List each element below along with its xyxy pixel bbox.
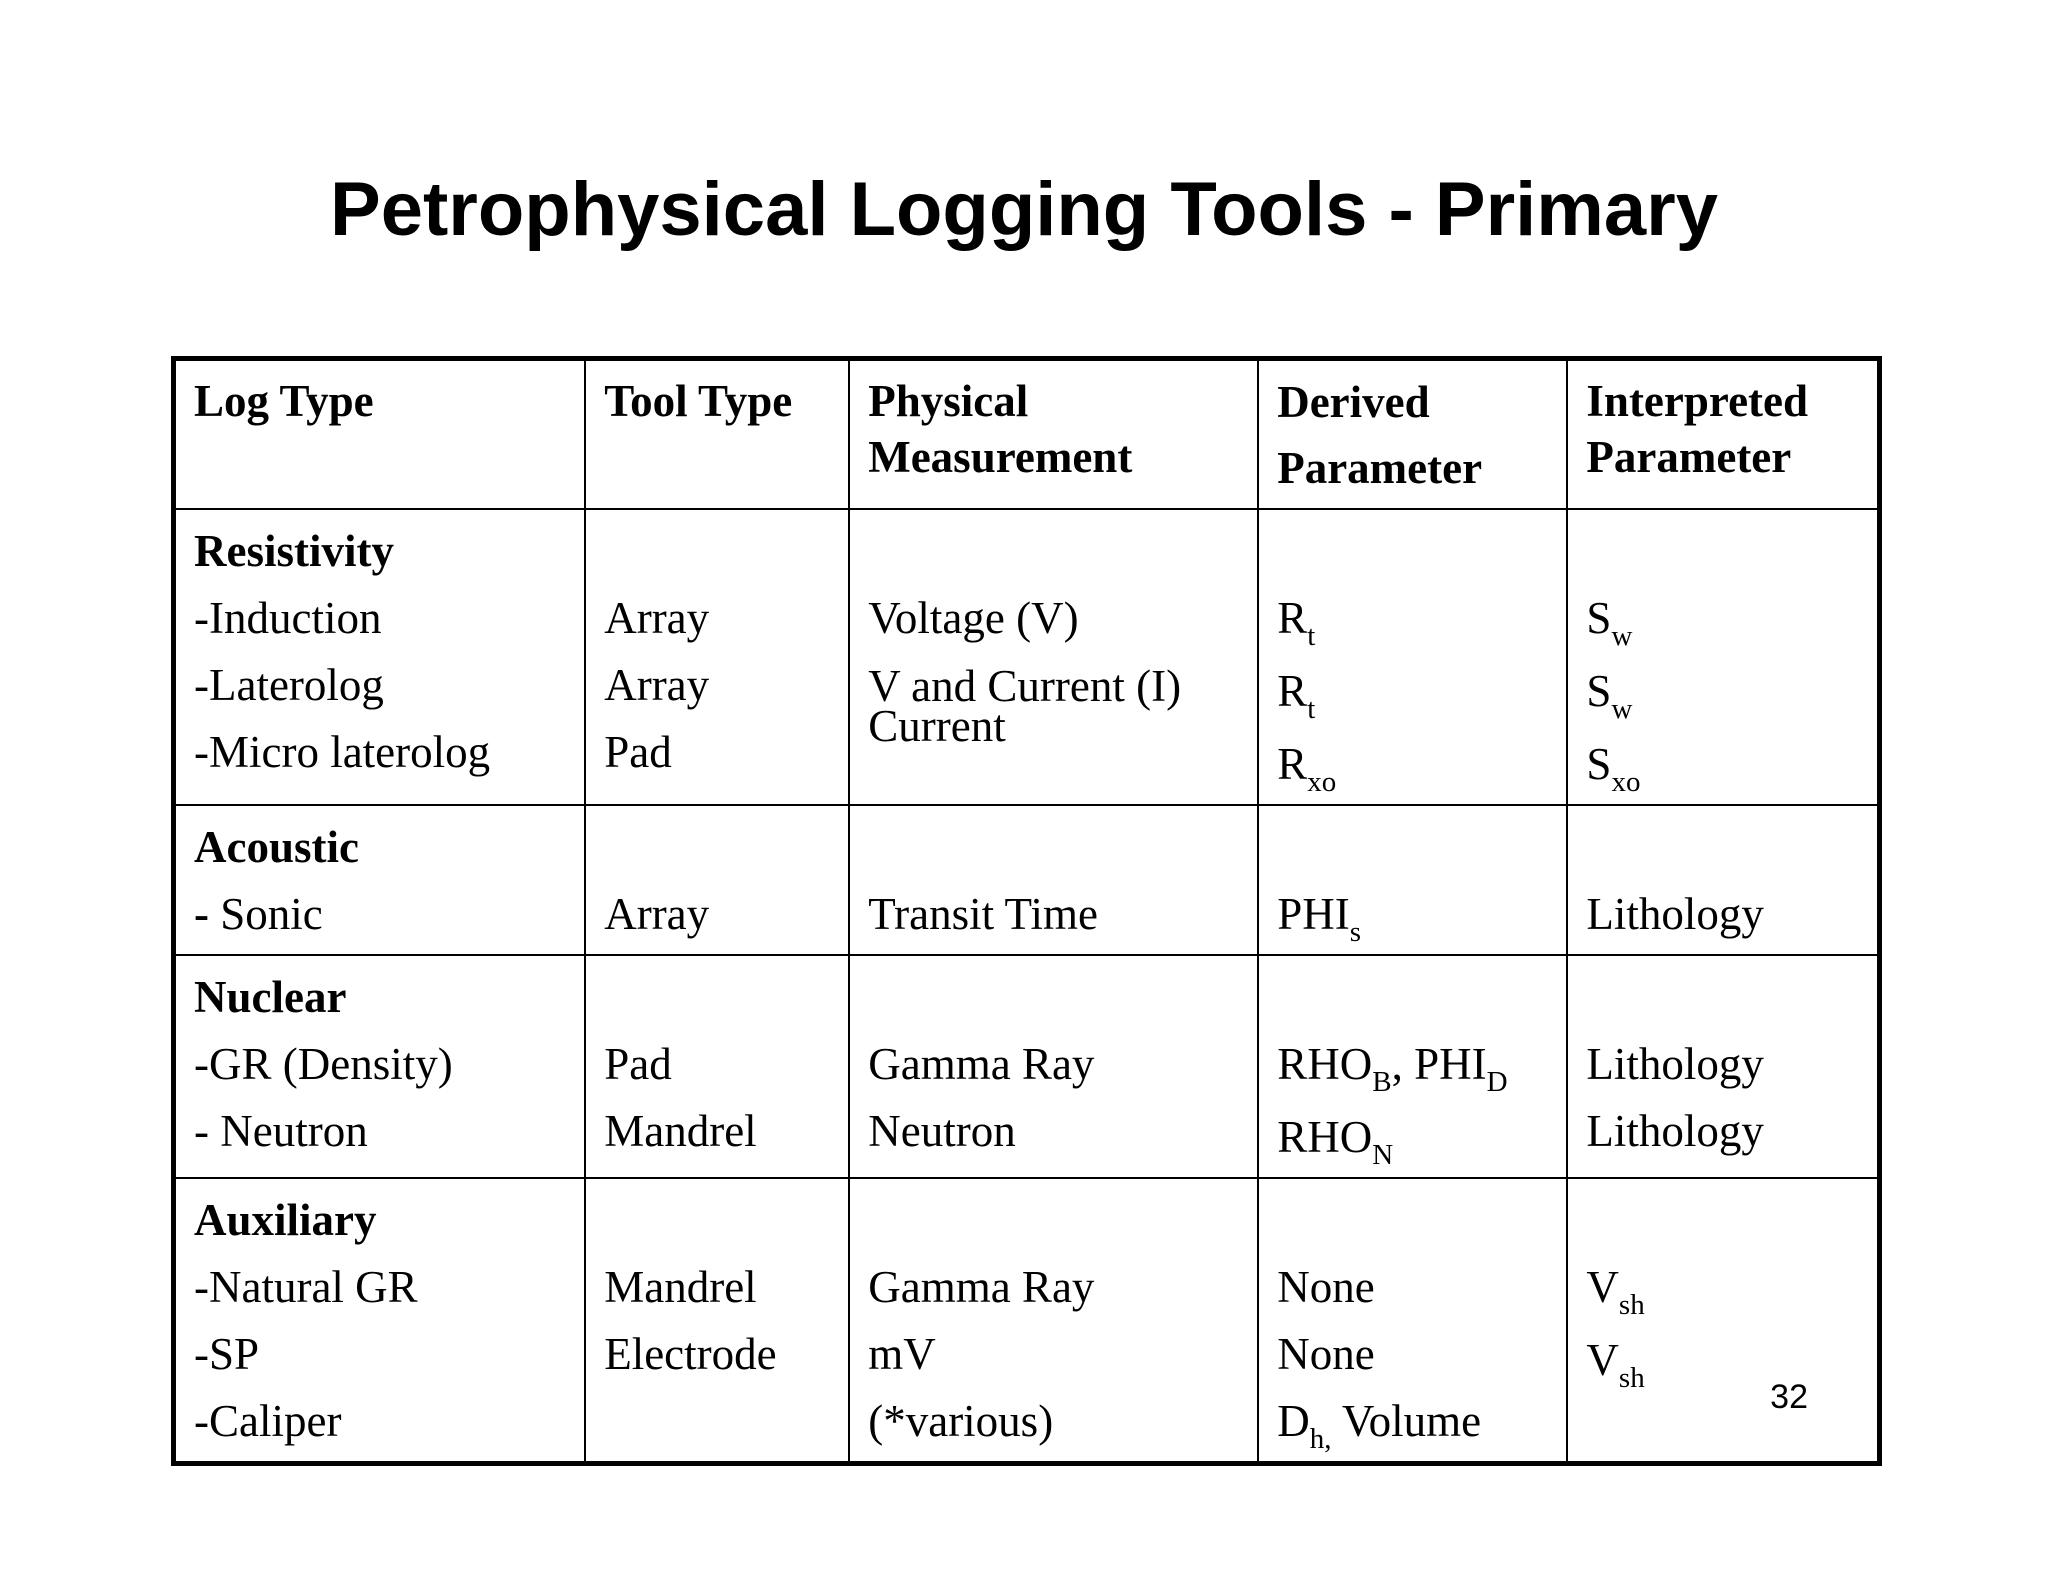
log-type-cell: Auxiliary -Natural GR -SP -Caliper [174, 1178, 586, 1464]
group-label-acoustic: Acoustic [194, 822, 359, 872]
tool-type-cell: Pad Mandrel [585, 955, 849, 1178]
log-type-cell: Resistivity -Induction -Laterolog -Micro laterolog [174, 509, 586, 805]
log-type-cell: Nuclear -GR (Density) - Neutron [174, 955, 586, 1178]
group-label-auxiliary: Auxiliary [194, 1195, 377, 1245]
page-number: 32 [1770, 1378, 1808, 1416]
group-label-nuclear: Nuclear [194, 972, 347, 1022]
derived-parameter-cell: None None $D_{h,}$ Volume [1258, 1178, 1567, 1464]
table-row-auxiliary [174, 1178, 1880, 1464]
header-physical-measurement: Physical Measurement [849, 359, 1258, 510]
header-log-type: Log Type [174, 359, 586, 510]
tool-type-cell: Mandrel Electrode [585, 1178, 849, 1464]
tool-type-cell: Array Array Pad [585, 509, 849, 805]
slide-title: Petrophysical Logging Tools - Primary [330, 167, 1718, 252]
header-interpreted-parameter: Interpreted Parameter [1567, 359, 1879, 510]
table-row-acoustic [174, 805, 1880, 955]
log-type-cell: Acoustic - Sonic [174, 805, 586, 955]
table-header-row [174, 359, 1880, 510]
physical-measurement-cell: Transit Time [849, 805, 1258, 955]
group-label-resistivity: Resistivity [194, 526, 394, 576]
table-row-nuclear [174, 955, 1880, 1178]
derived-parameter-cell: $RHO_B$, $PHI_D$ $RHO_N$ [1258, 955, 1567, 1178]
table-row-resistivity [174, 509, 1880, 805]
interpreted-parameter-cell: Lithology Lithology [1567, 955, 1879, 1178]
logging-tools-table [171, 356, 1882, 1466]
interpreted-parameter-cell: Lithology [1567, 805, 1879, 955]
tool-type-cell: Array [585, 805, 849, 955]
physical-measurement-cell: Voltage (V) V and Current (I) Current [849, 509, 1258, 805]
header-derived-parameter: Derived Parameter [1258, 359, 1567, 510]
interpreted-parameter-cell: $V_{sh}$ $V_{sh}$ [1567, 1178, 1879, 1464]
derived-parameter-cell: $PHI_s$ [1258, 805, 1567, 955]
header-tool-type: Tool Type [585, 359, 849, 510]
derived-parameter-cell: $R_t$ $R_t$ $R_{xo}$ [1258, 509, 1567, 805]
interpreted-parameter-cell: $S_w$ $S_w$ $S_{xo}$ [1567, 509, 1879, 805]
physical-measurement-cell: Gamma Ray Neutron [849, 955, 1258, 1178]
physical-measurement-cell: Gamma Ray mV (*various) [849, 1178, 1258, 1464]
